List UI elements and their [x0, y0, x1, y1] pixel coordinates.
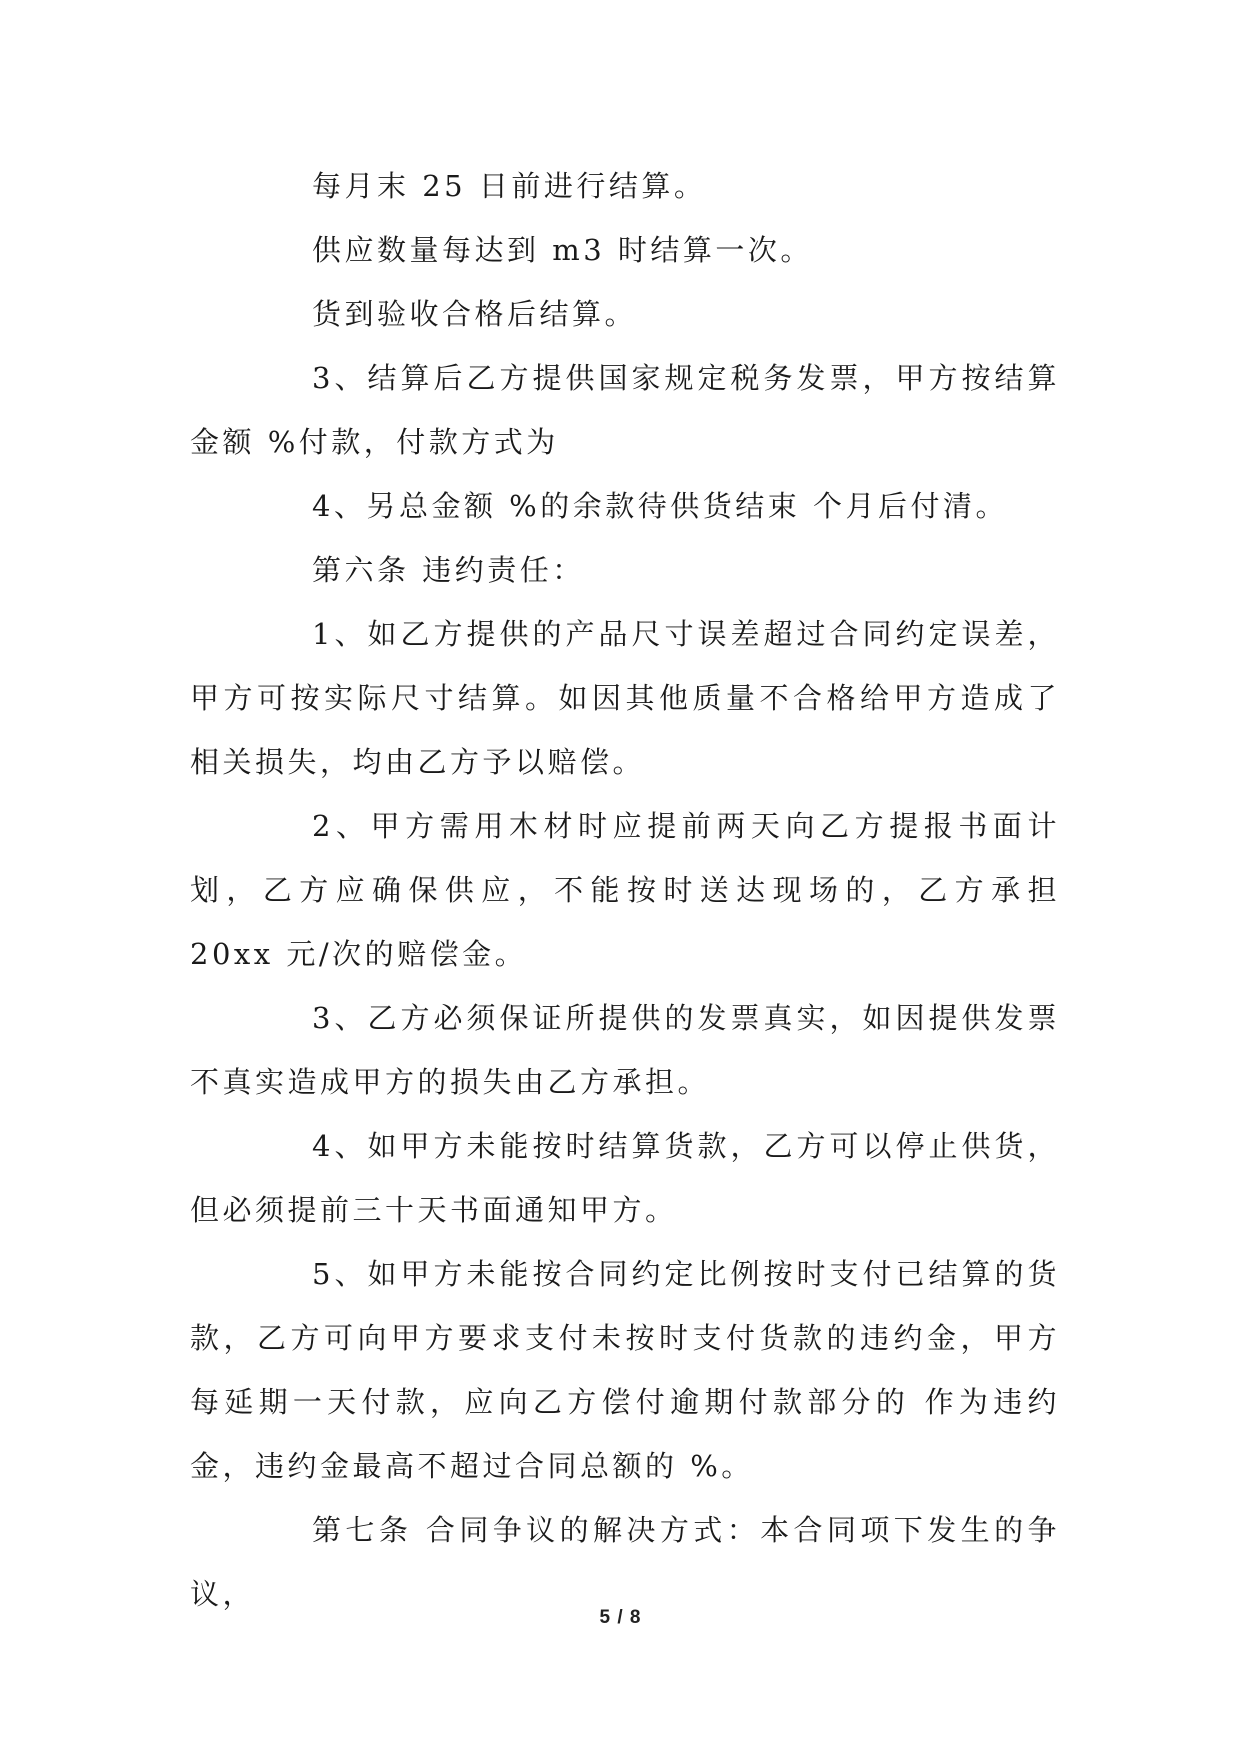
page-number: 5 / 8: [599, 1607, 642, 1628]
paragraph-breach-4: 4、如甲方未能按时结算货款，乙方可以停止供货，但必须提前三十天书面通知甲方。: [190, 1129, 1060, 1227]
paragraph-breach-3: 3、乙方必须保证所提供的发票真实，如因提供发票不真实造成甲方的损失由乙方承担。: [190, 1001, 1060, 1099]
paragraph-settlement-quantity: 供应数量每达到 m3 时结算一次。: [312, 233, 813, 267]
paragraph-settlement-acceptance: 货到验收合格后结算。: [312, 297, 638, 331]
document-body: [190, 154, 1060, 1626]
paragraph-breach-1: 1、如乙方提供的产品尺寸误差超过合同约定误差，甲方可按实际尺寸结算。如因其他质量不合格给甲方造成了相关损失，均由乙方予以赔偿。: [190, 617, 1060, 779]
paragraph-breach-5: 5、如甲方未能按合同约定比例按时支付已结算的货款，乙方可向甲方要求支付未按时支付货款的违约金，甲方每延期一天付款，应向乙方偿付逾期付款部分的 作为违约金，违约金最高不超过合同总额的 %。: [190, 1257, 1060, 1483]
section-heading-article-7: 第七条 合同争议的解决方式：本合同项下发生的争议，: [190, 1513, 1060, 1611]
section-heading-article-6: 第六条 违约责任：: [312, 553, 585, 587]
paragraph-settlement-monthly: 每月末 25 日前进行结算。: [312, 169, 707, 203]
paragraph-clause-3-invoice: 3、结算后乙方提供国家规定税务发票，甲方按结算金额 %付款，付款方式为: [190, 361, 1060, 459]
paragraph-breach-2: 2、甲方需用木材时应提前两天向乙方提报书面计划，乙方应确保供应，不能按时送达现场的，乙方承担 20xx 元/次的赔偿金。: [190, 809, 1060, 971]
paragraph-clause-4-balance: 4、另总金额 %的余款待供货结束 个月后付清。: [312, 489, 1008, 523]
